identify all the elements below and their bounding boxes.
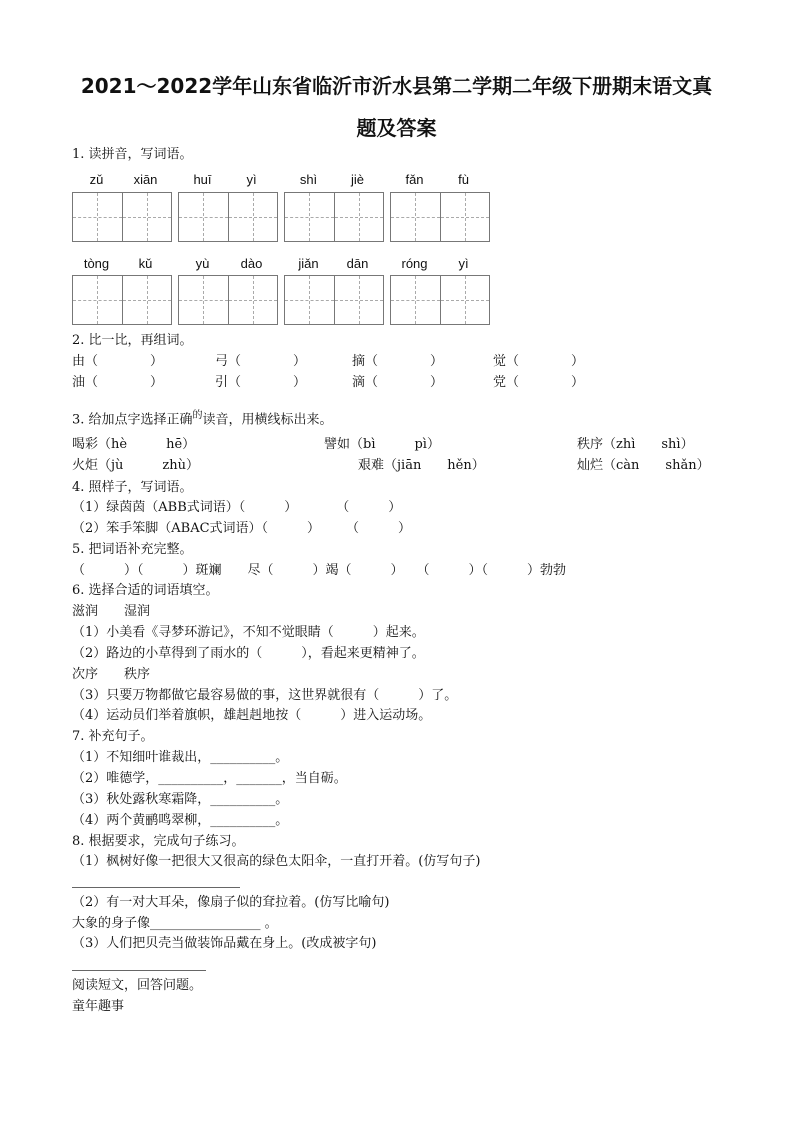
q2-item: 油（ ） [72, 375, 164, 390]
q3-item: 譬如（bì pì） [324, 437, 440, 452]
writing-cell [441, 193, 490, 241]
pinyin-label: fù [458, 172, 469, 187]
pinyin-label: kǔ [138, 256, 153, 271]
q6-word-group: 次序 秩序 [72, 667, 151, 682]
q6-word-group: 滋润 湿润 [72, 604, 151, 619]
q3-heading-a: 3. 给加点字选择正确 [72, 412, 193, 428]
pinyin-label: róng [401, 256, 428, 271]
writing-grid [390, 192, 490, 242]
q3-heading-sup: 的 [192, 410, 203, 421]
writing-cell [229, 276, 278, 324]
q5-line: （ ）（ ）斑斓 尽（ ）竭（ ） （ ）（ ）勃勃 [72, 563, 567, 578]
answer-line [72, 970, 206, 971]
q8-item: （2）有一对大耳朵，像扇子似的耷拉着。(仿写比喻句) [72, 895, 390, 910]
writing-cell [335, 193, 384, 241]
q2-item: 党（ ） [493, 375, 585, 390]
q8-item-answer: 大象的身子像_________________ 。 [72, 916, 278, 931]
q5-heading: 5. 把词语补充完整。 [72, 542, 193, 557]
pinyin-label: huī [193, 172, 212, 187]
pinyin-label: fǎn [405, 172, 424, 187]
q7-item: （4）两个黄鹂鸣翠柳，__________。 [72, 813, 289, 828]
q7-item: （3）秋处露秋寒霜降，__________。 [72, 792, 289, 807]
q8-heading: 8. 根据要求，完成句子练习。 [72, 834, 245, 849]
q7-heading: 7. 补充句子。 [72, 729, 154, 744]
q8-item: （1）枫树好像一把很大又很高的绿色太阳伞，一直打开着。(仿写句子) [72, 854, 481, 869]
pinyin-label: yì [458, 256, 469, 271]
pinyin-label: zǔ [89, 172, 104, 187]
q2-item: 觉（ ） [493, 354, 585, 369]
pinyin-label: shì [299, 172, 318, 187]
q2-heading: 2. 比一比，再组词。 [72, 333, 193, 348]
q3-item: 秩序（zhì shì） [577, 437, 694, 452]
writing-grid [178, 275, 278, 325]
q3-item: 喝彩（hè hē） [72, 437, 196, 452]
writing-cell [391, 193, 441, 241]
writing-cell [179, 276, 229, 324]
doc-title-line2: 题及答案 [356, 116, 437, 140]
writing-cell [285, 193, 335, 241]
q3-heading [72, 407, 333, 429]
q2-item: 弓（ ） [215, 354, 307, 369]
writing-cell [391, 276, 441, 324]
writing-grid [178, 192, 278, 242]
q2-item: 摘（ ） [352, 354, 444, 369]
answer-line [72, 887, 240, 888]
q2-item: 引（ ） [215, 375, 307, 390]
writing-cell [229, 193, 278, 241]
q8-item: （3）人们把贝壳当做装饰品戴在身上。(改成被字句) [72, 936, 377, 951]
q3-item: 灿烂（càn shǎn） [577, 458, 710, 473]
writing-cell [73, 193, 123, 241]
writing-cell [441, 276, 490, 324]
doc-title-line1: 2021～2022学年山东省临沂市沂水县第二学期二年级下册期末语文真 [80, 74, 713, 98]
q7-item: （1）不知细叶谁裁出，__________。 [72, 750, 289, 765]
pinyin-label: dào [240, 256, 263, 271]
q6-item: （3）只要万物都做它最容易做的事，这世界就很有（ ）了。 [72, 688, 458, 703]
q1-heading: 1. 读拼音，写词语。 [72, 147, 193, 162]
writing-grid [390, 275, 490, 325]
writing-cell [179, 193, 229, 241]
pinyin-label: jiè [350, 172, 364, 187]
writing-cell [335, 276, 384, 324]
pinyin-label: tòng [83, 256, 110, 271]
pinyin-label: yù [195, 256, 210, 271]
q4-item: （2）笨手笨脚（ABAC式词语）（ ） （ ） [72, 521, 412, 536]
writing-grid [72, 275, 172, 325]
pinyin-label: dān [346, 256, 369, 271]
pinyin-label: jiǎn [298, 256, 319, 271]
q3-item: 火炬（jù zhù） [72, 458, 199, 473]
reading-heading: 阅读短文，回答问题。 [72, 978, 203, 993]
q2-item: 由（ ） [72, 354, 164, 369]
writing-cell [73, 276, 123, 324]
q6-item: （1）小美看《寻梦环游记》，不知不觉眼睛（ ）起来。 [72, 625, 425, 640]
q6-heading: 6. 选择合适的词语填空。 [72, 583, 219, 598]
writing-cell [123, 193, 172, 241]
q3-heading-b: 读音，用横线标出来。 [202, 412, 333, 428]
q4-heading: 4. 照样子，写词语。 [72, 480, 193, 495]
q4-item: （1）绿茵茵（ABB式词语）（ ） （ ） [72, 500, 402, 515]
writing-cell [285, 276, 335, 324]
writing-cell [123, 276, 172, 324]
pinyin-label: yì [246, 172, 257, 187]
q2-item: 滴（ ） [352, 375, 444, 390]
reading-title: 童年趣事 [72, 999, 125, 1014]
q7-item: （2）唯德学，__________，_______，当自砺。 [72, 771, 347, 786]
q3-item: 艰难（jiān hěn） [358, 458, 485, 473]
q6-item: （2）路边的小草得到了雨水的（ ），看起来更精神了。 [72, 646, 425, 661]
writing-grid [72, 192, 172, 242]
writing-grid [284, 192, 384, 242]
pinyin-label: xiān [133, 172, 158, 187]
writing-grid [284, 275, 384, 325]
q6-item: （4）运动员们举着旗帜，雄赳赳地按（ ）进入运动场。 [72, 708, 432, 723]
